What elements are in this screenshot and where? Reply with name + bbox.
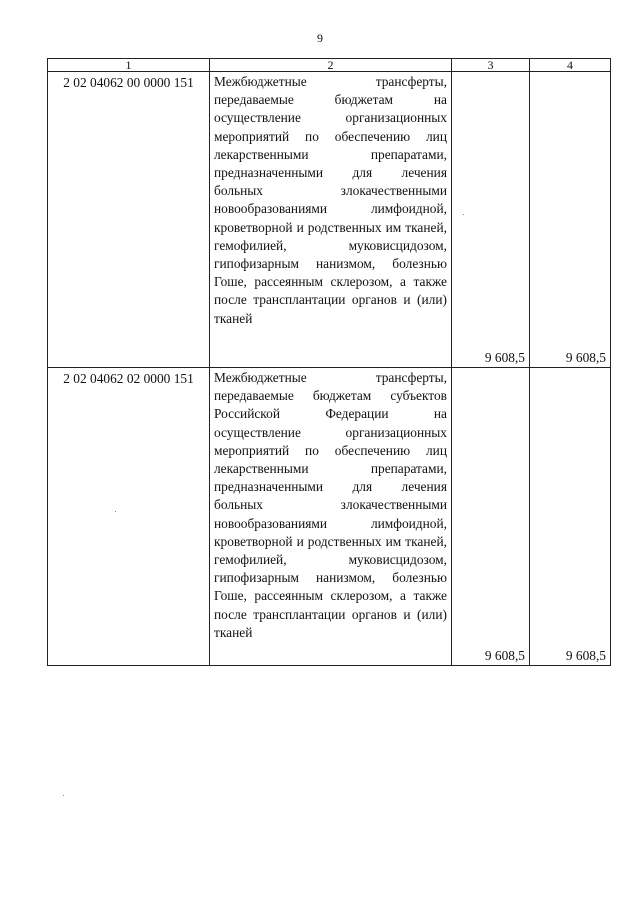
budget-code-cell: 2 02 04062 02 0000 151 [48,368,210,666]
amount-cell: 9 608,5 [452,368,530,666]
scan-speck [463,214,464,215]
table-row [48,72,611,368]
table-row [48,368,611,666]
amount-cell: 9 608,5 [530,72,611,368]
column-header: 2 [210,59,452,72]
description-cell: Межбюджетные трансферты, передаваемые бюджетам на осуществление организационных мероприятий по обеспечению лиц лекарственными препаратами, предназначенными для лечения больных злокачественными новообразованиями лимфоидной, кроветворной и родственных им тканей, гемофилией, муковисцидозом, гипофизарным нанизмом, болезнью Гоше, рассеянным склерозом, а также после трансплантации органов и (или) тканей [210,72,452,368]
column-header: 4 [530,59,611,72]
table-header-row [48,59,611,72]
column-header: 3 [452,59,530,72]
budget-table [47,58,611,666]
page-number: 9 [317,31,323,45]
amount-cell: 9 608,5 [530,368,611,666]
scan-speck [115,511,116,512]
scan-speck [63,795,64,796]
description-cell: Межбюджетные трансферты, передаваемые бюджетам субъектов Российской Федерации на осуществление организационных мероприятий по обеспечению лиц лекарственными препаратами, предназначенными для лечения больных злокачественными новообразованиями лимфоидной, кроветворной и родственных им тканей, гемофилией, муковисцидозом, гипофизарным нанизмом, болезнью Гоше, рассеянным склерозом, а также после трансплантации органов и (или) тканей [210,368,452,666]
column-header: 1 [48,59,210,72]
budget-code-cell: 2 02 04062 00 0000 151 [48,72,210,368]
amount-cell: 9 608,5 [452,72,530,368]
